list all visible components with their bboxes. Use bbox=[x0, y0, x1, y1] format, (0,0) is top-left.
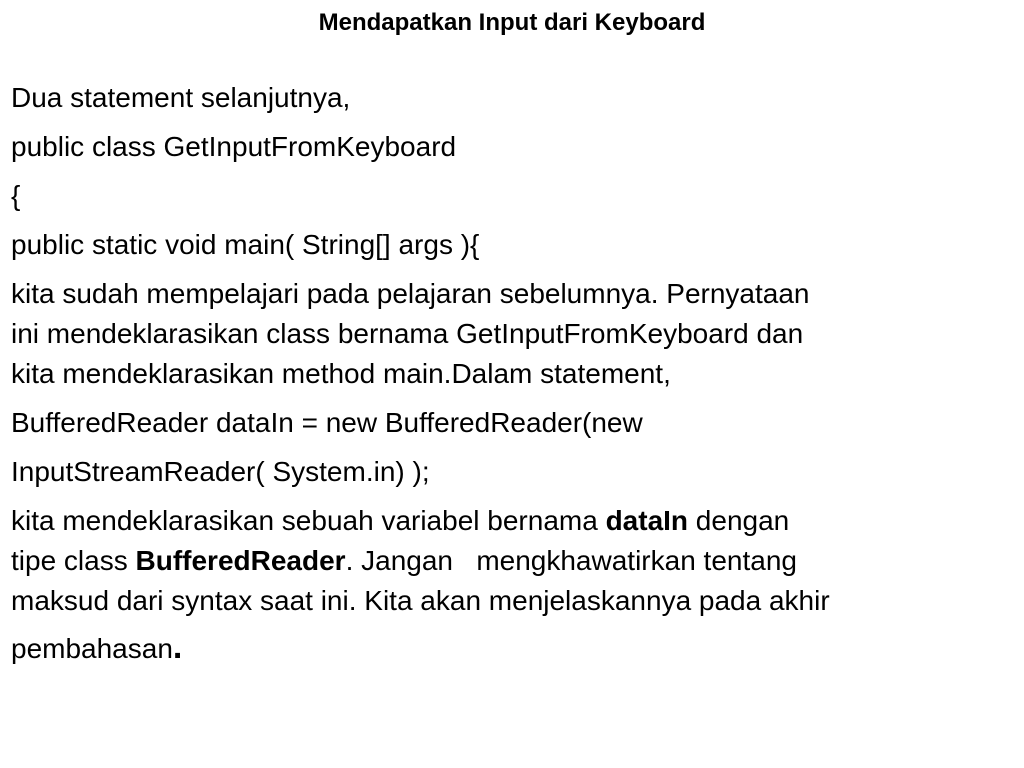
class-name-bufferedreader: BufferedReader bbox=[135, 545, 346, 576]
variable-line-4 bbox=[11, 627, 1016, 669]
variable-line-1-text: kita mendeklarasikan sebuah variabel bernama bbox=[11, 505, 606, 536]
code-bufferedreader-statement: BufferedReader dataIn = new BufferedReader(new bbox=[11, 407, 643, 438]
code-open-brace: { bbox=[11, 180, 21, 211]
explanation-line-2: ini mendeklarasikan class bernama GetInputFromKeyboard dan bbox=[11, 318, 804, 349]
explanation-line-1: kita sudah mempelajari pada pelajaran sebelumnya. Pernyataan bbox=[11, 278, 810, 309]
paragraph-variable-explanation bbox=[11, 501, 1016, 669]
variable-name-dataIn: dataIn bbox=[605, 505, 689, 536]
paragraph-explanation bbox=[11, 274, 1016, 394]
code-class-declaration: public class GetInputFromKeyboard bbox=[11, 131, 457, 162]
code-inputstreamreader-statement: InputStreamReader( System.in) ); bbox=[11, 456, 430, 487]
code-main-declaration: public static void main( String[] args ){ bbox=[11, 229, 480, 260]
variable-line-1-end: dengan bbox=[688, 505, 790, 536]
variable-line-3: maksud dari syntax saat ini. Kita akan menjelaskannya pada akhir bbox=[11, 585, 830, 616]
paragraph-intro: Dua statement selanjutnya, bbox=[11, 82, 351, 113]
variable-line-2 bbox=[11, 541, 1016, 581]
slide-body bbox=[11, 78, 1016, 678]
explanation-line-3: kita mendeklarasikan method main.Dalam statement, bbox=[11, 358, 671, 389]
variable-line-4-text: pembahasan bbox=[11, 633, 173, 664]
closing-period: . bbox=[172, 628, 183, 666]
slide-title: Mendapatkan Input dari Keyboard bbox=[318, 9, 706, 36]
variable-line-2-end: . Jangan mengkhawatirkan tentang bbox=[345, 545, 797, 576]
variable-line-2-text: tipe class bbox=[11, 545, 136, 576]
variable-line-1 bbox=[11, 501, 1016, 541]
